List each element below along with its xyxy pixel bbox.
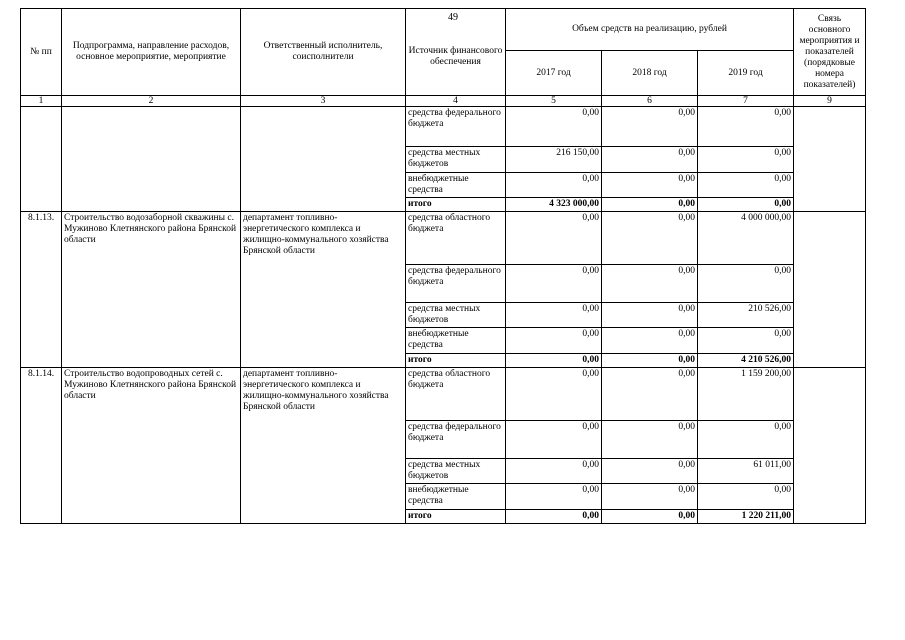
value-2019: 0,00 [698, 265, 794, 303]
source-cell: средства местных бюджетов [406, 459, 506, 484]
item-executor: департамент топливно-энергетического комплекса и жилищно-коммунального хозяйства Брянской области [241, 212, 406, 368]
value-2018: 0,00 [602, 459, 698, 484]
value-2019: 4 210 526,00 [698, 354, 794, 368]
value-2018: 0,00 [602, 368, 698, 421]
item-number: 8.1.14. [21, 368, 62, 524]
source-cell: внебюджетные средства [406, 328, 506, 354]
value-2019: 0,00 [698, 147, 794, 173]
column-number: 7 [698, 96, 794, 107]
value-2019: 210 526,00 [698, 303, 794, 328]
value-2018: 0,00 [602, 354, 698, 368]
header-link: Связь основного мероприятия и показателей (порядковые номера показателей) [794, 9, 866, 96]
value-2018: 0,00 [602, 198, 698, 212]
link-cell [794, 212, 866, 368]
table-row [21, 107, 866, 147]
value-2018: 0,00 [602, 484, 698, 510]
value-2019: 61 011,00 [698, 459, 794, 484]
value-2019: 0,00 [698, 107, 794, 147]
value-2017: 0,00 [506, 510, 602, 524]
source-cell: итого [406, 198, 506, 212]
value-2019: 0,00 [698, 198, 794, 212]
header-year-2017: 2017 год [506, 51, 602, 96]
value-2017: 216 150,00 [506, 147, 602, 173]
value-2017: 0,00 [506, 459, 602, 484]
header-year-2019: 2019 год [698, 51, 794, 96]
table-row [21, 368, 866, 421]
header-executor: Ответственный исполнитель, соисполнители [241, 9, 406, 96]
source-cell: итого [406, 354, 506, 368]
source-cell: итого [406, 510, 506, 524]
column-number: 1 [21, 96, 62, 107]
item-name: Строительство водозаборной скважины с. Мужиново Клетнянского района Брянской области [62, 212, 241, 368]
value-2018: 0,00 [602, 303, 698, 328]
value-2018: 0,00 [602, 265, 698, 303]
item-name: Строительство водопроводных сетей с. Мужиново Клетнянского района Брянской области [62, 368, 241, 524]
value-2017: 0,00 [506, 421, 602, 459]
link-cell [794, 368, 866, 524]
column-number: 5 [506, 96, 602, 107]
value-2019: 0,00 [698, 328, 794, 354]
column-number: 3 [241, 96, 406, 107]
value-2017: 0,00 [506, 107, 602, 147]
value-2018: 0,00 [602, 328, 698, 354]
program-cell [62, 107, 241, 212]
value-2019: 4 000 000,00 [698, 212, 794, 265]
value-2019: 1 159 200,00 [698, 368, 794, 421]
budget-table [20, 8, 866, 524]
item-number: 8.1.13. [21, 212, 62, 368]
source-cell: внебюджетные средства [406, 484, 506, 510]
source-cell: средства федерального бюджета [406, 265, 506, 303]
source-cell: средства областного бюджета [406, 212, 506, 265]
executor-cell [241, 107, 406, 212]
source-cell: средства федерального бюджета [406, 421, 506, 459]
value-2017: 0,00 [506, 212, 602, 265]
value-2018: 0,00 [602, 147, 698, 173]
column-number: 4 [406, 96, 506, 107]
table-row [21, 212, 866, 265]
value-2017: 4 323 000,00 [506, 198, 602, 212]
source-cell: внебюджетные средства [406, 173, 506, 198]
column-number: 2 [62, 96, 241, 107]
header-year-2018: 2018 год [602, 51, 698, 96]
header-number: № пп [21, 9, 62, 96]
value-2017: 0,00 [506, 328, 602, 354]
link-cell [794, 107, 866, 212]
value-2018: 0,00 [602, 107, 698, 147]
value-2017: 0,00 [506, 354, 602, 368]
value-2018: 0,00 [602, 212, 698, 265]
header-source: Источник финансового обеспечения [406, 9, 506, 96]
column-number: 9 [794, 96, 866, 107]
value-2017: 0,00 [506, 368, 602, 421]
value-2018: 0,00 [602, 510, 698, 524]
number-cell [21, 107, 62, 212]
value-2019: 1 220 211,00 [698, 510, 794, 524]
source-cell: средства федерального бюджета [406, 107, 506, 147]
header-volume: Объем средств на реализацию, рублей [506, 9, 794, 51]
value-2019: 0,00 [698, 173, 794, 198]
header-program: Подпрограмма, направление расходов, основное мероприятие, мероприятие [62, 9, 241, 96]
column-number: 6 [602, 96, 698, 107]
value-2018: 0,00 [602, 421, 698, 459]
value-2019: 0,00 [698, 421, 794, 459]
source-cell: средства местных бюджетов [406, 303, 506, 328]
page-number: 49 [448, 12, 458, 23]
value-2019: 0,00 [698, 484, 794, 510]
value-2017: 0,00 [506, 265, 602, 303]
value-2017: 0,00 [506, 484, 602, 510]
value-2017: 0,00 [506, 303, 602, 328]
source-cell: средства местных бюджетов [406, 147, 506, 173]
item-executor: департамент топливно-энергетического комплекса и жилищно-коммунального хозяйства Брянской области [241, 368, 406, 524]
value-2018: 0,00 [602, 173, 698, 198]
source-cell: средства областного бюджета [406, 368, 506, 421]
value-2017: 0,00 [506, 173, 602, 198]
